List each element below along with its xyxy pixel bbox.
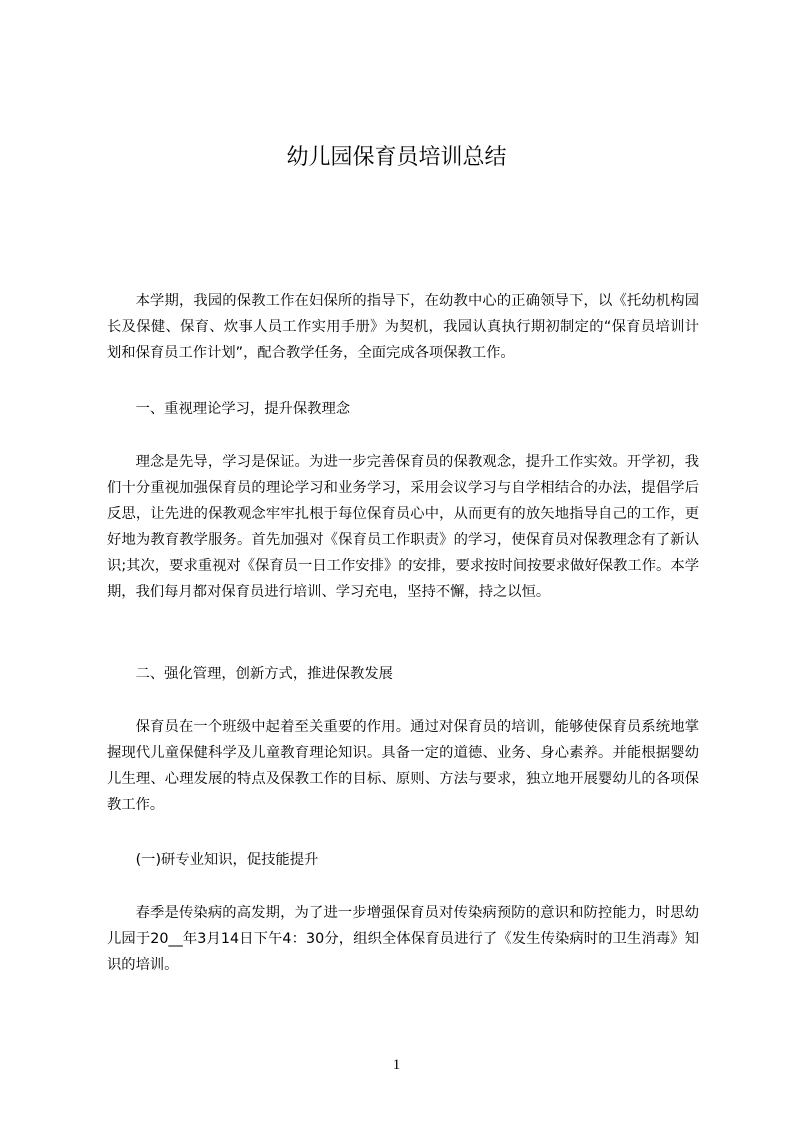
page-number: 1 [392,1057,401,1073]
section-1-heading: 一、重视理论学习，提升保教理念 [135,401,351,417]
section-1-paragraph: 理念是先导，学习是保证。为进一步完善保育员的保教观念，提升工作实效。开学初，我们十分重视加强保育员的理论学习和业务学习，采用会议学习与自学相结合的办法，提倡学后反思，让先进的保教观念牢牢扎根于每位保育员心中，从而更有的放矢地指导自己的工作，更好地为教育教学服务。首先加强对《保育员工作职责》的学习，使保育员对保教理念有了新认识;其次，要求重视对《保育员一日工作安排》的安排，要求按时间按要求做好保教工作。本学期，我们每月都对保育员进行培训、学习充电，坚持不懈，持之以恒。 [107,454,699,600]
section-2-paragraph: 保育员在一个班级中起着至关重要的作用。通过对保育员的培训，能够使保育员系统地掌握现代儿童保健科学及儿童教育理论知识。具备一定的道德、业务、身心素养。并能根据婴幼儿生理、心理发展的特点及保教工作的目标、原则、方法与要求，独立地开展婴幼儿的各项保教工作。 [107,719,699,813]
intro-paragraph: 本学期，我园的保教工作在妇保所的指导下，在幼教中心的正确领导下，以《托幼机构园长及保健、保育、炊事人员工作实用手册》为契机，我园认真执行期初制定的“保育员培训计划和保育员工作计划”，配合教学任务，全面完成各项保教工作。 [107,293,699,361]
document-title: 幼儿园保育员培训总结 [286,145,507,170]
subsection-1-heading: (一)研专业知识，促技能提升 [135,852,319,868]
section-2-heading: 二、强化管理，创新方式，推进保教发展 [135,666,393,682]
subsection-1-paragraph: 春季是传染病的高发期，为了进一步增强保育员对传染病预防的意识和防控能力，时思幼儿园于20__年3月14日下午4：30分，组织全体保育员进行了《发生传染病时的卫生消毒》知识的培训。 [107,905,699,973]
